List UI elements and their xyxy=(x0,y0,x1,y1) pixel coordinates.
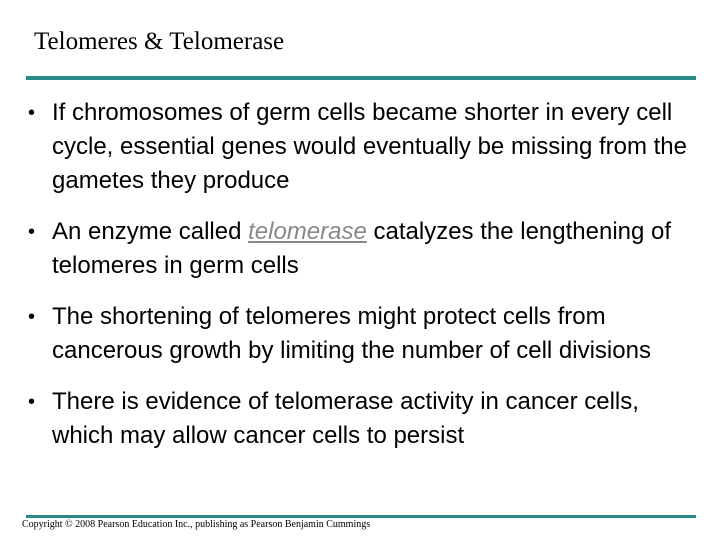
bullet-item xyxy=(22,96,702,198)
bullet-text: The shortening of telomeres might protect cells from cancerous growth by limiting the number of cell divisions xyxy=(52,303,651,364)
bullet-icon: • xyxy=(28,221,36,243)
bullet-item xyxy=(22,215,702,283)
bullet-item xyxy=(22,300,702,368)
bullet-text-start: An enzyme called xyxy=(52,218,249,245)
bullet-icon: • xyxy=(28,391,36,413)
copyright-footer: Copyright © 2008 Pearson Education Inc., publishing as Pearson Benjamin Cummings xyxy=(22,519,371,530)
keyword-link-telomerase[interactable]: telomerase xyxy=(248,218,367,245)
bullet-list xyxy=(22,96,702,453)
bullet-icon: • xyxy=(28,102,36,124)
bullet-text: There is evidence of telomerase activity in cancer cells, which may allow cancer cells to persist xyxy=(52,388,639,449)
bullet-text-end: catalyzes the lengthening of telomeres in germ cells xyxy=(52,218,672,279)
bullet-item xyxy=(22,385,702,453)
bullet-text: If chromosomes of germ cells became shorter in every cell cycle, essential genes would eventually be missing from the gametes they produce xyxy=(52,99,687,194)
bullet-icon: • xyxy=(28,306,36,328)
slide-title: Telomeres & Telomerase xyxy=(34,28,285,55)
footer-divider xyxy=(26,515,696,518)
title-divider xyxy=(26,76,696,80)
